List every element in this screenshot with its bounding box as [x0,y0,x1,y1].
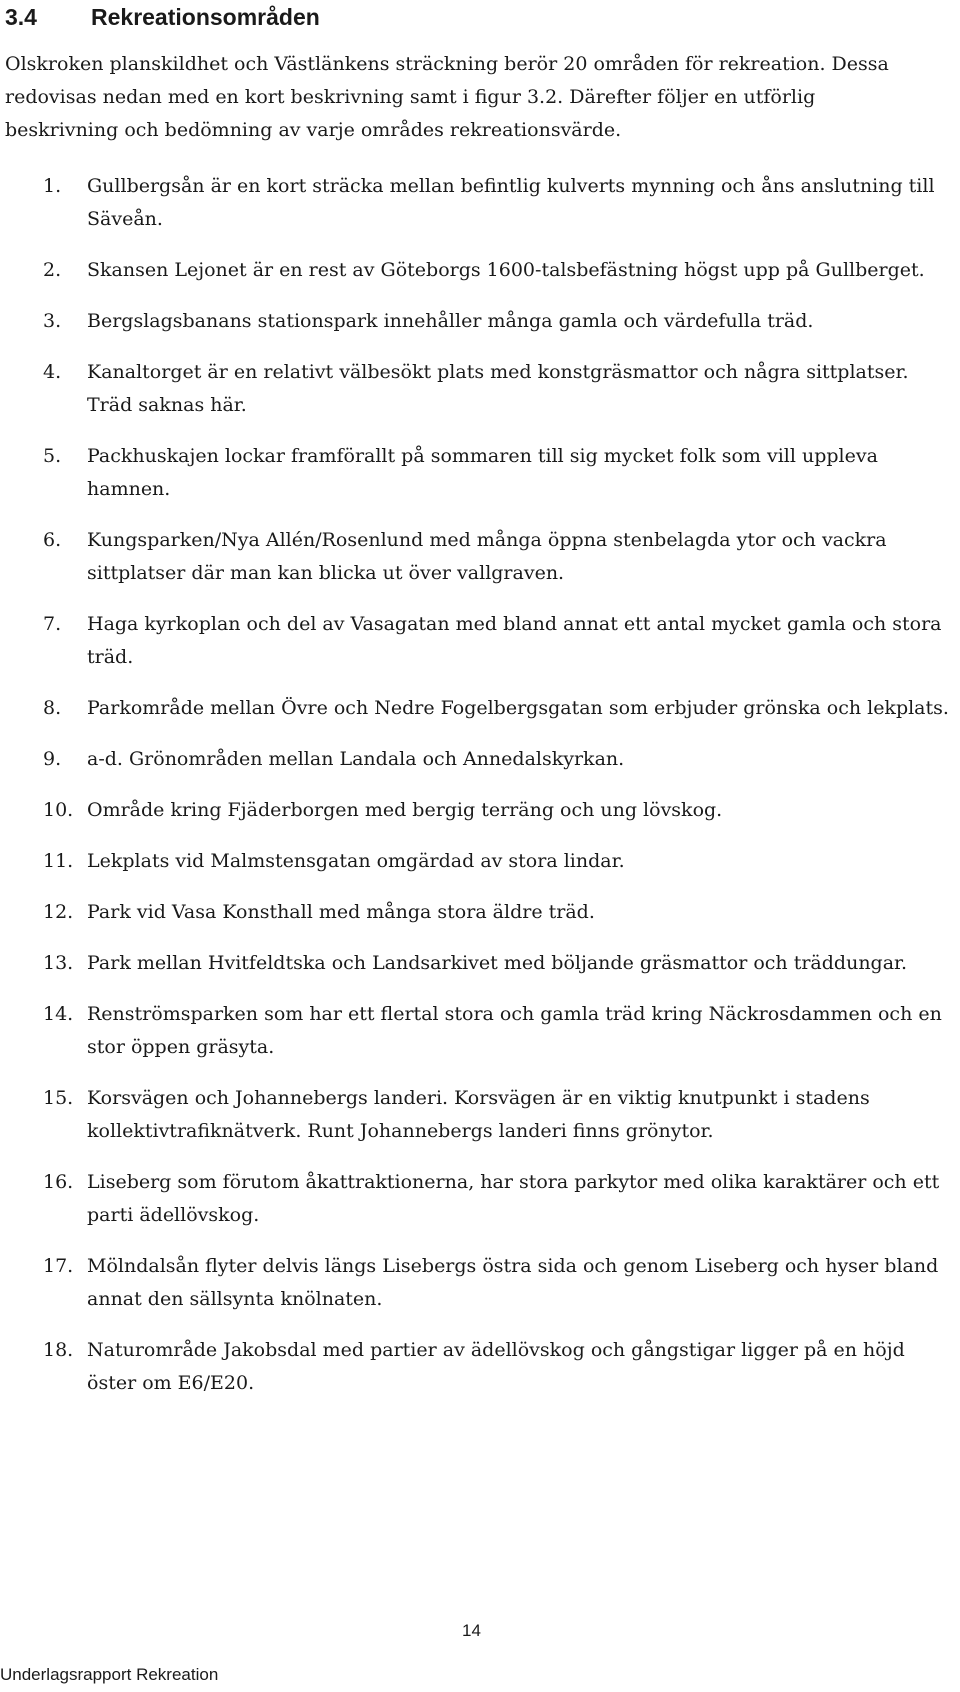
list-item [5,692,955,725]
list-item-number: 6. [43,529,62,551]
list-item-text: Parkområde mellan Övre och Nedre Fogelbergsgatan som erbjuder grönska och lekplats. [87,697,949,719]
list-item-text: Liseberg som förutom åkattraktionerna, har stora parkytor med olika karaktärer och ett parti ädellövskog. [87,1171,940,1226]
list-item-number: 15. [43,1087,74,1109]
list-item-number: 4. [43,361,62,383]
list-item [5,1250,955,1316]
list-item [5,608,955,674]
list-item-number: 5. [43,445,62,467]
list-item-text: Lekplats vid Malmstensgatan omgärdad av stora lindar. [87,850,625,872]
list-item-number: 8. [43,697,62,719]
list-item-text: Renströmsparken som har ett flertal stora och gamla träd kring Näckrosdammen och en stor öppen gräsyta. [87,1003,942,1058]
list-item-text: Park mellan Hvitfeldtska och Landsarkivet med böljande gräsmattor och träddungar. [87,952,908,974]
list-item-number: 9. [43,748,62,770]
list-item-text: Kanaltorget är en relativt välbesökt plats med konstgräsmattor och några sittplatser. Träd saknas här. [87,361,909,416]
section-number: 3.4 [5,4,37,30]
list-item [5,440,955,506]
section-heading [5,2,320,32]
list-item-text: Packhuskajen lockar framförallt på sommaren till sig mycket folk som vill uppleva hamnen. [87,445,878,500]
list-item-number: 11. [43,850,74,872]
list-item-number: 12. [43,901,74,923]
list-item [5,170,955,236]
list-item-text: a-d. Grönområden mellan Landala och Annedalskyrkan. [87,748,625,770]
list-item-number: 3. [43,310,62,332]
list-item-text: Mölndalsån flyter delvis längs Lisebergs östra sida och genom Liseberg och hyser bland annat den sällsynta knölnaten. [87,1255,939,1310]
list-item-number: 1. [43,175,62,197]
list-item-number: 18. [43,1339,74,1361]
list-item [5,947,955,980]
list-item-text: Skansen Lejonet är en rest av Göteborgs 1600-talsbefästning högst upp på Gullberget. [87,259,925,281]
list-item-number: 17. [43,1255,74,1277]
list-item-text: Bergslagsbanans stationspark innehåller många gamla och värdefulla träd. [87,310,814,332]
list-item [5,305,955,338]
list-item [5,356,955,422]
list-item [5,845,955,878]
list-item-text: Gullbergsån är en kort sträcka mellan befintlig kulverts mynning och åns anslutning till Säveån. [87,175,935,230]
page-number: 14 [462,1621,481,1640]
section-title: Rekreationsområden [91,4,320,30]
list-item [5,1082,955,1148]
list-item [5,1166,955,1232]
list-item-text: Korsvägen och Johannebergs landeri. Korsvägen är en viktig knutpunkt i stadens kollektivtrafiknätverk. Runt Johannebergs landeri finns grönytor. [87,1087,870,1142]
list-item-number: 13. [43,952,74,974]
footer-title: Underlagsrapport Rekreation [0,1665,219,1684]
list-item [5,524,955,590]
recreation-area-list [5,170,955,1418]
list-item-number: 7. [43,613,62,635]
list-item [5,896,955,929]
list-item-text: Naturområde Jakobsdal med partier av ädellövskog och gångstigar ligger på en höjd öster om E6/E20. [87,1339,905,1394]
list-item-text: Haga kyrkoplan och del av Vasagatan med bland annat ett antal mycket gamla och stora träd. [87,613,942,668]
list-item-number: 16. [43,1171,74,1193]
list-item-text: Park vid Vasa Konsthall med många stora äldre träd. [87,901,595,923]
intro-paragraph: Olskroken planskildhet och Västlänkens sträckning berör 20 områden för rekreation. Dessa redovisas nedan med en kort beskrivning samt i figur 3.2. Därefter följer en utförlig beskrivning och bedömning av varje områdes rekreationsvärde. [5,53,889,141]
list-item [5,998,955,1064]
list-item [5,794,955,827]
list-item [5,1334,955,1400]
list-item-text: Kungsparken/Nya Allén/Rosenlund med många öppna stenbelagda ytor och vackra sittplatser där man kan blicka ut över vallgraven. [87,529,887,584]
list-item-number: 2. [43,259,62,281]
list-item-number: 14. [43,1003,74,1025]
list-item-text: Område kring Fjäderborgen med bergig terräng och ung lövskog. [87,799,723,821]
list-item [5,743,955,776]
list-item-number: 10. [43,799,74,821]
list-item [5,254,955,287]
